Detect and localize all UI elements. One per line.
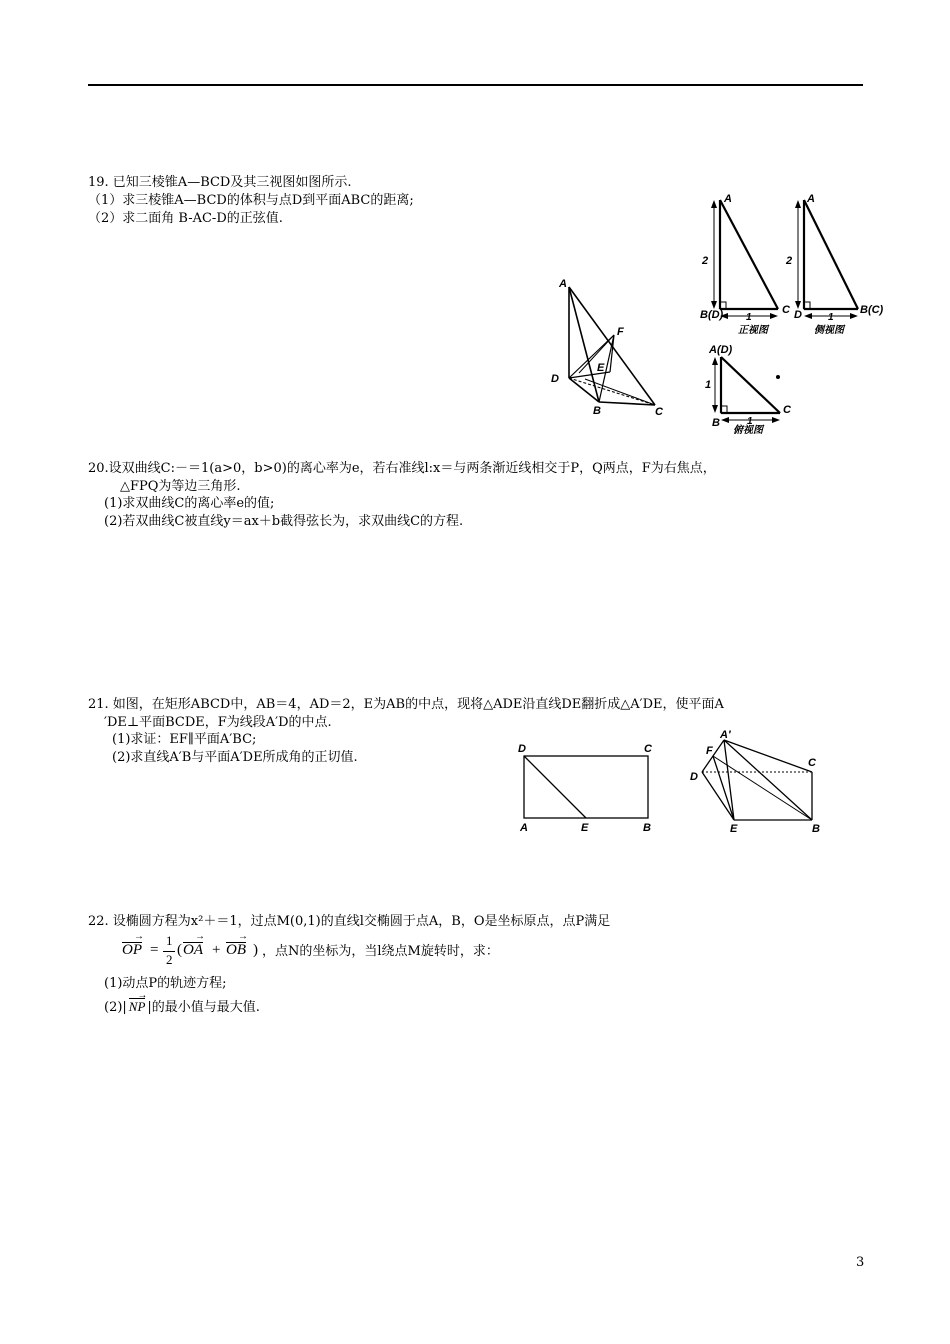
- q21-part1: (1)求证：EF∥平面A′BC;: [112, 732, 257, 747]
- q22-eq: =: [150, 942, 159, 958]
- q22-part2-suffix: |的最小值与最大值.: [147, 1000, 260, 1015]
- q21-rect-label-b: B: [643, 822, 651, 834]
- q22-part1: (1)动点P的轨迹方程;: [104, 976, 227, 991]
- q19-front-label-height: 2: [702, 255, 709, 267]
- q21-fold-label-f: F: [706, 745, 713, 757]
- q22-vec-op: OP →: [122, 942, 142, 959]
- q22-frac-den: 2: [166, 952, 173, 967]
- q21-fold-label-c: C: [808, 757, 816, 769]
- q22-vec-ob: OB →: [226, 942, 246, 959]
- q19-solid-diagram: [545, 275, 675, 420]
- q21-rect-label-e: E: [581, 822, 589, 834]
- q19-solid-label-c: C: [655, 406, 663, 418]
- q19-side-label-bl: D: [794, 309, 802, 321]
- q21-fold-label-e: E: [730, 823, 738, 835]
- q21-rect-label-c: C: [644, 743, 652, 755]
- q22-paren-open: (: [177, 942, 182, 958]
- q19-top-label-height: 1: [705, 379, 712, 391]
- q22-paren-close: ): [253, 942, 258, 958]
- q19-solid-label-a: A: [559, 278, 567, 290]
- q20-part1: (1)求双曲线C的离心率e的值;: [104, 496, 275, 511]
- q19-part2: （2）求二面角 B-AC-D的正弦值.: [88, 211, 283, 226]
- q22-part2-prefix: (2)|: [104, 1000, 127, 1015]
- q19-side-label-width: 1: [828, 312, 834, 323]
- page-number: 3: [856, 1255, 865, 1270]
- q21-folded-diagram: [688, 728, 838, 838]
- q21-stem: 21. 如图，在矩形ABCD中，AB＝4，AD＝2，E为AB的中点，现将△ADE沿直线DE翻折成△A′DE，使平面A: [88, 697, 724, 712]
- q22-vec-oa: OA →: [183, 942, 203, 959]
- q19-stem: 19. 已知三棱锥A—BCD及其三视图如图所示.: [88, 175, 352, 190]
- q22-stem: 22. 设椭圆方程为x²＋＝1，过点M(0,1)的直线l交椭圆于点A，B，O是坐标原点，点P满足: [88, 914, 611, 929]
- q19-solid-label-d: D: [551, 373, 559, 385]
- q21-fold-label-b: B: [812, 823, 820, 835]
- q21-rect-label-d: D: [518, 743, 526, 755]
- q22-plus: +: [212, 942, 221, 958]
- q19-top-view: [705, 338, 805, 438]
- q19-side-label-top: A: [807, 193, 815, 205]
- q19-side-caption: 侧视图: [814, 325, 844, 336]
- q19-front-caption: 正视图: [738, 325, 768, 336]
- q19-top-caption: 俯视图: [733, 425, 763, 436]
- q19-side-label-height: 2: [786, 255, 793, 267]
- q19-side-view: [782, 192, 892, 342]
- q19-front-label-bl: B(D): [700, 309, 724, 321]
- q21-rectangle-diagram: [510, 740, 660, 835]
- q22-vec-np: NP →: [129, 998, 146, 1015]
- q19-solid-label-e: E: [597, 362, 605, 374]
- q19-part1: （1）求三棱锥A—BCD的体积与点D到平面ABC的距离;: [88, 193, 414, 208]
- q22-formula-tail: ，点N的坐标为，当l绕点M旋转时，求：: [262, 944, 499, 959]
- q20-part2: (2)若双曲线C被直线y＝ax＋b截得弦长为，求双曲线C的方程.: [104, 514, 464, 529]
- q22-frac-num: 1: [166, 933, 173, 948]
- q20-stem: 20.设双曲线C:－＝1(a>0，b>0)的离心率为e，若右准线l:x＝与两条渐近线相交于P，Q两点，F为右焦点，: [88, 461, 716, 476]
- q19-solid-label-b: B: [593, 405, 601, 417]
- q19-top-label-bl: B: [712, 417, 720, 429]
- q19-top-label-br: C: [783, 404, 791, 416]
- q19-front-label-br: C: [782, 304, 790, 316]
- q19-front-label-top: A: [724, 193, 732, 205]
- q20-stem-continued: △FPQ为等边三角形.: [120, 479, 241, 494]
- header-rule: [88, 84, 863, 86]
- q21-stem-continued: ′DE⊥平面BCDE，F为线段A′D的中点.: [104, 715, 332, 730]
- q21-fold-label-d: D: [690, 771, 698, 783]
- q19-front-label-width: 1: [746, 312, 752, 323]
- q21-rect-label-a: A: [520, 822, 528, 834]
- q21-part2: (2)求直线A′B与平面A′DE所成角的正切值.: [112, 750, 358, 765]
- q19-top-label-top: A(D): [709, 344, 733, 356]
- q19-solid-label-f: F: [617, 326, 624, 338]
- q21-fold-label-a1: A′: [720, 729, 731, 741]
- q19-top-label-width: 1: [747, 416, 753, 427]
- q19-side-label-br: B(C): [860, 304, 884, 316]
- q22-part2: [104, 998, 260, 1016]
